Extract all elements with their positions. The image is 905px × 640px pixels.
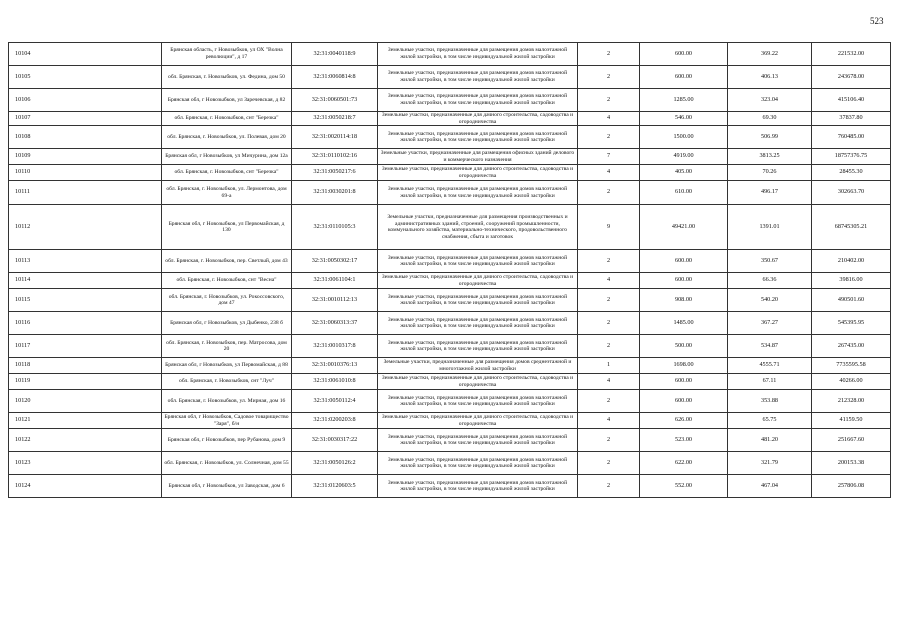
row-cadastral-value: 41159.50 <box>812 413 891 429</box>
row-area: 1285.00 <box>640 89 728 112</box>
row-area: 626.00 <box>640 413 728 429</box>
row-land-usage: Земельные участки, предназначенные для размещения офисных зданий делового и коммерческого назначения <box>378 149 578 165</box>
row-cadastral-value: 200153.38 <box>812 452 891 475</box>
row-number: 10104 <box>9 43 162 66</box>
row-land-usage: Земельные участки, предназначенные для размещения домов малоэтажной жилой застройки, в том числе индивидуальной жилой застройки <box>378 452 578 475</box>
row-land-usage: Земельные участки, предназначенные для размещения домов малоэтажной жилой застройки, в том числе индивидуальной жилой застройки <box>378 250 578 273</box>
row-address: обл. Брянская, г. Новозыбков, ул. Мирная, дом 16 <box>162 390 292 413</box>
row-area: 600.00 <box>640 374 728 390</box>
row-usage-group: 4 <box>578 273 640 289</box>
row-cadastral-value: 7735595.58 <box>812 358 891 374</box>
row-area: 908.00 <box>640 289 728 312</box>
row-address: обл. Брянская, г. Новозыбков, ул. Солнечная, дом 55 <box>162 452 292 475</box>
row-number: 10118 <box>9 358 162 374</box>
row-land-usage: Земельные участки, предназначенные для размещения производственных и административных зданий, строений, сооружений промышленности, коммунального хозяйства, материально-технического, продовольственного снабжения, сбыта и заготовок <box>378 205 578 250</box>
row-land-usage: Земельные участки, предназначенные для размещения домов малоэтажной жилой застройки, в том числе индивидуальной жилой застройки <box>378 66 578 89</box>
row-cadastral-value: 18757376.75 <box>812 149 891 165</box>
row-area: 49421.00 <box>640 205 728 250</box>
row-address: Брянская обл, г Новозыбков, Садовое товарищество "Заря", б/н <box>162 413 292 429</box>
row-area: 1698.00 <box>640 358 728 374</box>
table-row <box>9 390 891 413</box>
row-address: Брянская обл, г Новозыбков, пер Рубанова, дом 9 <box>162 429 292 452</box>
row-address: обл. Брянская, г. Новозыбков, снт "Березка" <box>162 165 292 181</box>
row-address: обл. Брянская, г. Новозыбков, пер. Светлый, дом 43 <box>162 250 292 273</box>
cadastral-value-table <box>8 42 891 498</box>
row-land-usage: Земельные участки, предназначенные для размещения домов малоэтажной жилой застройки, в том числе индивидуальной жилой застройки <box>378 475 578 498</box>
row-land-usage: Земельные участки, предназначенные для размещения домов малоэтажной жилой застройки, в том числе индивидуальной жилой застройки <box>378 390 578 413</box>
row-cadastral-number: 32:31:0010376:13 <box>292 358 378 374</box>
row-land-usage: Земельные участки, предназначенные для размещения домов малоэтажной жилой застройки, в том числе индивидуальной жилой застройки <box>378 312 578 335</box>
row-area: 600.00 <box>640 273 728 289</box>
row-address: обл. Брянская, г. Новозыбков, ул. Федина, дом 50 <box>162 66 292 89</box>
row-cadastral-value: 267435.00 <box>812 335 891 358</box>
row-usage-group: 2 <box>578 429 640 452</box>
row-specific-value: 506.99 <box>728 126 812 149</box>
row-cadastral-value: 545395.95 <box>812 312 891 335</box>
row-cadastral-number: 32:31:0050126:2 <box>292 452 378 475</box>
row-land-usage: Земельные участки, предназначенные для размещения домов малоэтажной жилой застройки, в том числе индивидуальной жилой застройки <box>378 429 578 452</box>
row-number: 10117 <box>9 335 162 358</box>
row-specific-value: 67.11 <box>728 374 812 390</box>
row-specific-value: 353.88 <box>728 390 812 413</box>
row-land-usage: Земельные участки, предназначенные для дачного строительства, садоводства и огородничества <box>378 374 578 390</box>
row-specific-value: 321.79 <box>728 452 812 475</box>
row-specific-value: 496.17 <box>728 181 812 205</box>
row-cadastral-value: 39816.00 <box>812 273 891 289</box>
table-row <box>9 43 891 66</box>
row-land-usage: Земельные участки, предназначенные для размещения домов малоэтажной жилой застройки, в том числе индивидуальной жилой застройки <box>378 335 578 358</box>
row-cadastral-value: 490501.60 <box>812 289 891 312</box>
row-land-usage: Земельные участки, предназначенные для размещения домов малоэтажной жилой застройки, в том числе индивидуальной жилой застройки <box>378 126 578 149</box>
table-body <box>9 43 891 498</box>
row-cadastral-value: 40266.00 <box>812 374 891 390</box>
row-area: 405.00 <box>640 165 728 181</box>
row-cadastral-value: 760485.00 <box>812 126 891 149</box>
row-specific-value: 65.75 <box>728 413 812 429</box>
row-cadastral-value: 302663.70 <box>812 181 891 205</box>
row-cadastral-value: 415106.40 <box>812 89 891 112</box>
row-area: 546.00 <box>640 112 728 126</box>
row-usage-group: 2 <box>578 126 640 149</box>
row-number: 10107 <box>9 112 162 126</box>
row-usage-group: 2 <box>578 289 640 312</box>
row-address: обл. Брянская, г. Новозыбков, ул. Лермонтова, дом 69-а <box>162 181 292 205</box>
row-land-usage: Земельные участки, предназначенные для размещения домов малоэтажной жилой застройки, в том числе индивидуальной жилой застройки <box>378 181 578 205</box>
row-number: 10116 <box>9 312 162 335</box>
table-row <box>9 126 891 149</box>
row-usage-group: 2 <box>578 390 640 413</box>
page-number: 523 <box>870 16 884 26</box>
table-row <box>9 335 891 358</box>
row-address: Брянская обл, г Новозыбков, ул Первомайская, д 88 <box>162 358 292 374</box>
table-row <box>9 66 891 89</box>
row-address: обл. Брянская, г. Новозыбков, ул. Полевая, дом 20 <box>162 126 292 149</box>
row-cadastral-number: 32:31:0110105:3 <box>292 205 378 250</box>
row-number: 10112 <box>9 205 162 250</box>
row-cadastral-number: 32:31:0060814:8 <box>292 66 378 89</box>
row-cadastral-number: 32:31:0040118:9 <box>292 43 378 66</box>
row-address: обл. Брянская, г. Новозыбков, снт "Весна" <box>162 273 292 289</box>
row-specific-value: 369.22 <box>728 43 812 66</box>
row-area: 523.00 <box>640 429 728 452</box>
row-area: 500.00 <box>640 335 728 358</box>
row-specific-value: 70.26 <box>728 165 812 181</box>
row-cadastral-number: 32:31:0110102:16 <box>292 149 378 165</box>
row-specific-value: 3813.25 <box>728 149 812 165</box>
row-specific-value: 540.20 <box>728 289 812 312</box>
row-number: 10105 <box>9 66 162 89</box>
table-row <box>9 429 891 452</box>
row-cadastral-value: 251667.60 <box>812 429 891 452</box>
row-number: 10106 <box>9 89 162 112</box>
row-specific-value: 69.30 <box>728 112 812 126</box>
row-usage-group: 1 <box>578 358 640 374</box>
row-area: 600.00 <box>640 66 728 89</box>
row-address: Брянская обл, г Новозыбков, ул Мичурина, дом 12а <box>162 149 292 165</box>
table-row <box>9 358 891 374</box>
row-number: 10109 <box>9 149 162 165</box>
row-address: обл. Брянская, г. Новозыбков, снт "Луч" <box>162 374 292 390</box>
row-specific-value: 534.87 <box>728 335 812 358</box>
row-cadastral-number: 32:31:0060313:37 <box>292 312 378 335</box>
row-number: 10122 <box>9 429 162 452</box>
row-area: 600.00 <box>640 390 728 413</box>
table-row <box>9 89 891 112</box>
row-specific-value: 66.36 <box>728 273 812 289</box>
row-cadastral-number: 32:31:0010317:8 <box>292 335 378 358</box>
row-land-usage: Земельные участки, предназначенные для дачного строительства, садоводства и огородничества <box>378 165 578 181</box>
row-area: 1500.00 <box>640 126 728 149</box>
row-area: 4919.00 <box>640 149 728 165</box>
table-row <box>9 165 891 181</box>
row-cadastral-number: 32:31:0030317:22 <box>292 429 378 452</box>
row-number: 10124 <box>9 475 162 498</box>
row-specific-value: 1391.01 <box>728 205 812 250</box>
row-address: Брянская обл, г Новозыбков, ул Первомайская, д 130 <box>162 205 292 250</box>
row-number: 10108 <box>9 126 162 149</box>
row-usage-group: 9 <box>578 205 640 250</box>
row-cadastral-value: 257806.08 <box>812 475 891 498</box>
row-specific-value: 367.27 <box>728 312 812 335</box>
row-cadastral-value: 68745305.21 <box>812 205 891 250</box>
row-usage-group: 2 <box>578 43 640 66</box>
row-usage-group: 2 <box>578 452 640 475</box>
table-row <box>9 413 891 429</box>
row-specific-value: 481.20 <box>728 429 812 452</box>
row-land-usage: Земельные участки, предназначенные для размещения домов малоэтажной жилой застройки, в том числе индивидуальной жилой застройки <box>378 289 578 312</box>
row-cadastral-number: 32:31:0061104:1 <box>292 273 378 289</box>
row-area: 1485.00 <box>640 312 728 335</box>
row-area: 600.00 <box>640 250 728 273</box>
row-usage-group: 2 <box>578 312 640 335</box>
row-address: Брянская обл, г Новозыбков, ул Заречевская, д 82 <box>162 89 292 112</box>
row-area: 552.00 <box>640 475 728 498</box>
table-row <box>9 273 891 289</box>
row-cadastral-value: 210402.00 <box>812 250 891 273</box>
row-cadastral-number: 32:31:0020114:18 <box>292 126 378 149</box>
row-address: Брянская обл, г Новозыбков, ул Дыбенко, 238 б <box>162 312 292 335</box>
row-land-usage: Земельные участки, предназначенные для дачного строительства, садоводства и огородничества <box>378 413 578 429</box>
table-row <box>9 112 891 126</box>
row-cadastral-value: 221532.00 <box>812 43 891 66</box>
row-number: 10113 <box>9 250 162 273</box>
row-cadastral-value: 243678.00 <box>812 66 891 89</box>
row-land-usage: Земельные участки, предназначенные для дачного строительства, садоводства и огородничества <box>378 112 578 126</box>
row-land-usage: Земельные участки, предназначенные для размещения домов малоэтажной жилой застройки, в том числе индивидуальной жилой застройки <box>378 89 578 112</box>
row-usage-group: 2 <box>578 250 640 273</box>
row-cadastral-number: 32:31:0060501:73 <box>292 89 378 112</box>
row-number: 10119 <box>9 374 162 390</box>
row-cadastral-number: 32:31:0010112:13 <box>292 289 378 312</box>
row-usage-group: 7 <box>578 149 640 165</box>
row-specific-value: 350.67 <box>728 250 812 273</box>
row-cadastral-number: 32:31:0050218:7 <box>292 112 378 126</box>
row-usage-group: 4 <box>578 165 640 181</box>
table-row <box>9 250 891 273</box>
row-area: 622.00 <box>640 452 728 475</box>
row-cadastral-number: 32:31:0050112:4 <box>292 390 378 413</box>
row-usage-group: 4 <box>578 413 640 429</box>
row-cadastral-number: 32:31:0120603:5 <box>292 475 378 498</box>
row-number: 10110 <box>9 165 162 181</box>
row-number: 10115 <box>9 289 162 312</box>
row-usage-group: 2 <box>578 66 640 89</box>
row-cadastral-value: 37837.80 <box>812 112 891 126</box>
table-row <box>9 452 891 475</box>
row-specific-value: 467.04 <box>728 475 812 498</box>
row-land-usage: Земельные участки, предназначенные для размещения домов среднеэтажной и многоэтажной жилой застройки <box>378 358 578 374</box>
table-row <box>9 181 891 205</box>
row-cadastral-number: 32:31:0200203:8 <box>292 413 378 429</box>
row-specific-value: 4555.71 <box>728 358 812 374</box>
table-row <box>9 475 891 498</box>
row-address: Брянская область, г Новозыбков, ул ОХ "Волна революции", д 17 <box>162 43 292 66</box>
row-area: 610.00 <box>640 181 728 205</box>
table-row <box>9 149 891 165</box>
row-land-usage: Земельные участки, предназначенные для размещения домов малоэтажной жилой застройки, в том числе индивидуальной жилой застройки <box>378 43 578 66</box>
row-area: 600.00 <box>640 43 728 66</box>
row-usage-group: 4 <box>578 112 640 126</box>
row-cadastral-value: 212328.00 <box>812 390 891 413</box>
row-address: обл. Брянская, г. Новозыбков, пер. Матросова, дом 20 <box>162 335 292 358</box>
row-cadastral-number: 32:31:0050302:17 <box>292 250 378 273</box>
table-row <box>9 374 891 390</box>
table-row <box>9 205 891 250</box>
row-number: 10120 <box>9 390 162 413</box>
row-land-usage: Земельные участки, предназначенные для дачного строительства, садоводства и огородничества <box>378 273 578 289</box>
row-number: 10111 <box>9 181 162 205</box>
row-usage-group: 2 <box>578 475 640 498</box>
row-specific-value: 406.13 <box>728 66 812 89</box>
row-number: 10123 <box>9 452 162 475</box>
table-row <box>9 312 891 335</box>
row-cadastral-number: 32:31:0061010:8 <box>292 374 378 390</box>
row-cadastral-value: 28455.30 <box>812 165 891 181</box>
row-cadastral-number: 32:31:0050217:6 <box>292 165 378 181</box>
row-number: 10114 <box>9 273 162 289</box>
row-address: обл. Брянская, г. Новозыбков, ул. Рокоссовского, дом 47 <box>162 289 292 312</box>
row-specific-value: 323.04 <box>728 89 812 112</box>
row-usage-group: 2 <box>578 335 640 358</box>
row-address: обл. Брянская, г. Новозыбков, снт "Березка" <box>162 112 292 126</box>
row-address: Брянская обл, г Новозыбков, ул Заводская, дом 6 <box>162 475 292 498</box>
row-number: 10121 <box>9 413 162 429</box>
table-row <box>9 289 891 312</box>
row-usage-group: 4 <box>578 374 640 390</box>
row-usage-group: 2 <box>578 89 640 112</box>
row-usage-group: 2 <box>578 181 640 205</box>
row-cadastral-number: 32:31:0030201:8 <box>292 181 378 205</box>
